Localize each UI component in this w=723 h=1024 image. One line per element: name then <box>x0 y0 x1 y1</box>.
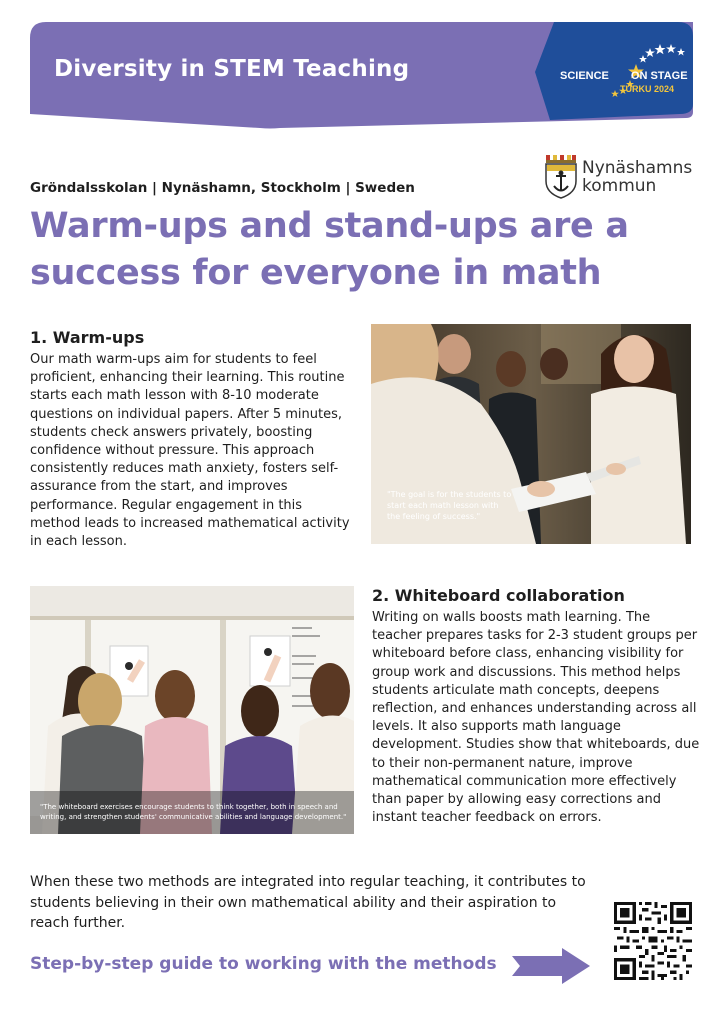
qr-code-icon[interactable] <box>614 902 692 980</box>
whiteboard-photo-illustration <box>30 586 354 834</box>
school-location: Gröndalsskolan | Nynäshamn, Stockholm | Sweden <box>30 180 415 196</box>
section2-title: 2. Whiteboard collaboration <box>372 586 625 605</box>
section1-title: 1. Warm-ups <box>30 328 145 347</box>
header-banner <box>30 22 693 146</box>
logo-onstage-text: ON STAGE <box>630 70 688 82</box>
section-whiteboard <box>372 586 702 827</box>
logo-line1 <box>560 70 688 82</box>
science-on-stage-logo[interactable] <box>560 40 690 120</box>
arrow-right-icon[interactable] <box>512 948 590 984</box>
section-warm-ups <box>30 328 352 551</box>
section1-body: Our math warm-ups aim for students to feel proficient, enhancing their learning. This routine starts each math lesson with 8-10 moderate questions on individual papers. After 5 minutes, students check answers privately, boosting confidence without pressure. This approach consistently reduces math anxiety, fosters self-assurance from the start, and improves performance. Regular engagement in this method leads to increased mathematical activity in each lesson. <box>30 352 350 550</box>
kommun-logo[interactable] <box>544 155 704 203</box>
conclusion-text: When these two methods are integrated into regular teaching, it contributes to students believing in their own mathematical ability and their aspiration to reach further. <box>30 874 586 931</box>
banner-title: Diversity in STEM Teaching <box>54 56 410 82</box>
warm-ups-photo <box>371 324 691 544</box>
section2-body: Writing on walls boosts math learning. The teacher prepares tasks for 2-3 student groups per whiteboard before class, enhancing visibility for group work and discussions. This method helps students articulate math concepts, deepens reflection, and enhances understanding across all levels. It also supports math language development. Studies show that whiteboards, due to their non-permanent nature, improve mathematical communication more effectively than paper by allowing easy corrections and instant teacher feedback on errors. <box>372 610 700 826</box>
photo1-caption: "The goal is for the students to start each math lesson with the feeling of success." <box>387 490 512 521</box>
whiteboard-photo <box>30 586 354 834</box>
kommun-name: Nynäshamns kommun <box>582 158 693 196</box>
logo-line2: TURKU 2024 <box>620 84 675 94</box>
page-title: Warm-ups and stand-ups are a success for everyone in math <box>30 206 629 293</box>
logo-science-text: SCIENCE <box>560 70 609 82</box>
photo2-caption: "The whiteboard exercises encourage students to think together, both in speech and writing, and strengthen students' communicative abilities and language development." <box>40 803 347 821</box>
anchor-crest-icon <box>544 155 578 199</box>
step-by-step-guide-link[interactable]: Step-by-step guide to working with the methods <box>30 954 497 974</box>
